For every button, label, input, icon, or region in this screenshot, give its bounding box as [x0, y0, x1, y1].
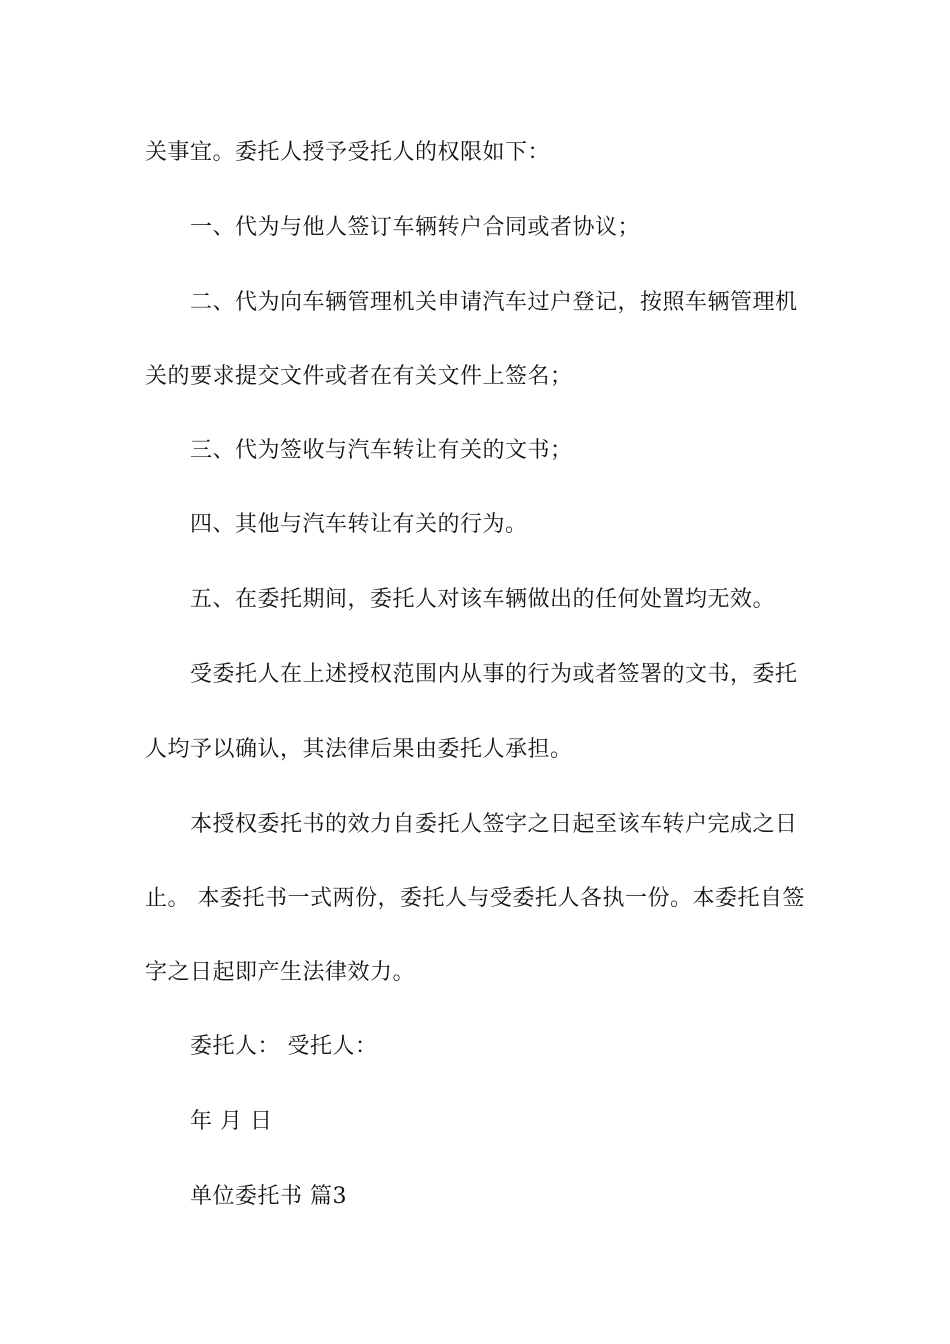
text-line-2: 一、代为与他人签订车辆转户合同或者协议； [190, 215, 641, 240]
text-line-6: 四、其他与汽车转让有关的行为。 [190, 512, 528, 537]
text-line-4: 关的要求提交文件或者在有关文件上签名； [145, 364, 573, 389]
text-line-9: 人均予以确认，其法律后果由委托人承担。 [145, 737, 573, 762]
text-line-10: 本授权委托书的效力自委托人签字之日起至该车转户完成之日 [190, 812, 798, 837]
text-line-7: 五、在委托期间，委托人对该车辆做出的任何处置均无效。 [190, 587, 776, 612]
text-line-8: 受委托人在上述授权范围内从事的行为或者签署的文书，委托 [190, 662, 798, 687]
text-line-1: 关事宜。委托人授予受托人的权限如下： [145, 140, 551, 165]
section-heading: 单位委托书 篇3 [190, 1184, 347, 1209]
text-line-12: 字之日起即产生法律效力。 [145, 960, 416, 985]
text-line-11: 止。 本委托书一式两份，委托人与受委托人各执一份。本委托自签 [145, 886, 805, 911]
signature-line: 委托人： 受托人： [190, 1034, 378, 1059]
text-line-3: 二、代为向车辆管理机关申请汽车过户登记，按照车辆管理机 [190, 290, 798, 315]
text-line-5: 三、代为签收与汽车转让有关的文书； [190, 438, 573, 463]
date-line: 年 月 日 [190, 1109, 273, 1134]
